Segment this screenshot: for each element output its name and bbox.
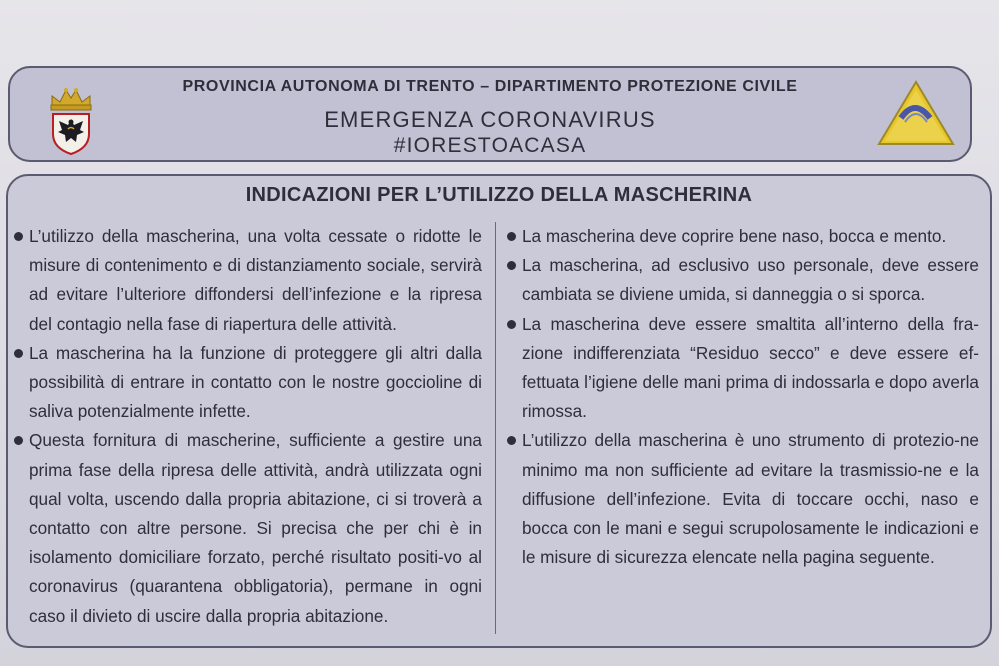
header-panel [8, 66, 972, 162]
guideline-item: L’utilizzo della mascherina, una volta cessate o ridotte le misure di contenimento e di distanziamento sociale, servirà ad evitare l’ulteriore diffondersi dell’infezione e la ripresa del contagio nella fase di riapertura delle attività. [8, 222, 482, 339]
guideline-item: La mascherina deve coprire bene naso, bocca e mento. [501, 222, 979, 251]
guidelines-left-column [8, 222, 482, 631]
protezione-civile-triangle-logo-icon [875, 78, 957, 150]
mask-guidelines-panel [6, 174, 992, 648]
guideline-item: La mascherina, ad esclusivo uso personale, deve essere cambiata se diviene umida, si danneggia o si sporca. [501, 251, 979, 309]
column-divider [495, 222, 496, 634]
guidelines-title: INDICAZIONI PER L’UTILIZZO DELLA MASCHERINA [245, 184, 753, 206]
guideline-item: Questa fornitura di mascherine, sufficiente a gestire una prima fase della ripresa delle attività, andrà utilizzata ogni qual volta, uscendo dalla propria abitazione, ci si troverà a contatto con altre persone. Si precisa che per chi è in isolamento domiciliare forzato, perché risultato positi-vo al coronavirus (quarantena obbligatoria), permane in ogni caso il divieto di uscire dalla propria abitazione. [8, 426, 482, 630]
guideline-item: La mascherina deve essere smaltita all’interno della fra-zione indifferenziata “Residuo secco” e deve essere ef-fettuata l’igiene delle mani prima di indossarla e dopo averla rimossa. [501, 310, 979, 427]
guideline-item: L’utilizzo della mascherina è uno strumento di protezio-ne minimo ma non sufficiente ad evitare la trasmissio-ne e la diffusione dell’infezione. Evita di toccare occhi, naso e bocca con le mani e segui scrupolosamente le indicazioni e le misure di sicurezza elencate nella pagina seguente. [501, 426, 979, 572]
guideline-item: La mascherina ha la funzione di proteggere gli altri dalla possibilità di entrare in contatto con le nostre goccioline di saliva potenzialmente infette. [8, 339, 482, 427]
header-emergency-title: EMERGENZA CORONAVIRUS [324, 107, 656, 132]
header-department-line: PROVINCIA AUTONOMA DI TRENTO – DIPARTIMENTO PROTEZIONE CIVILE [182, 78, 798, 95]
header-hashtag: #IORESTOACASA [393, 134, 587, 157]
guidelines-right-column [501, 222, 979, 572]
